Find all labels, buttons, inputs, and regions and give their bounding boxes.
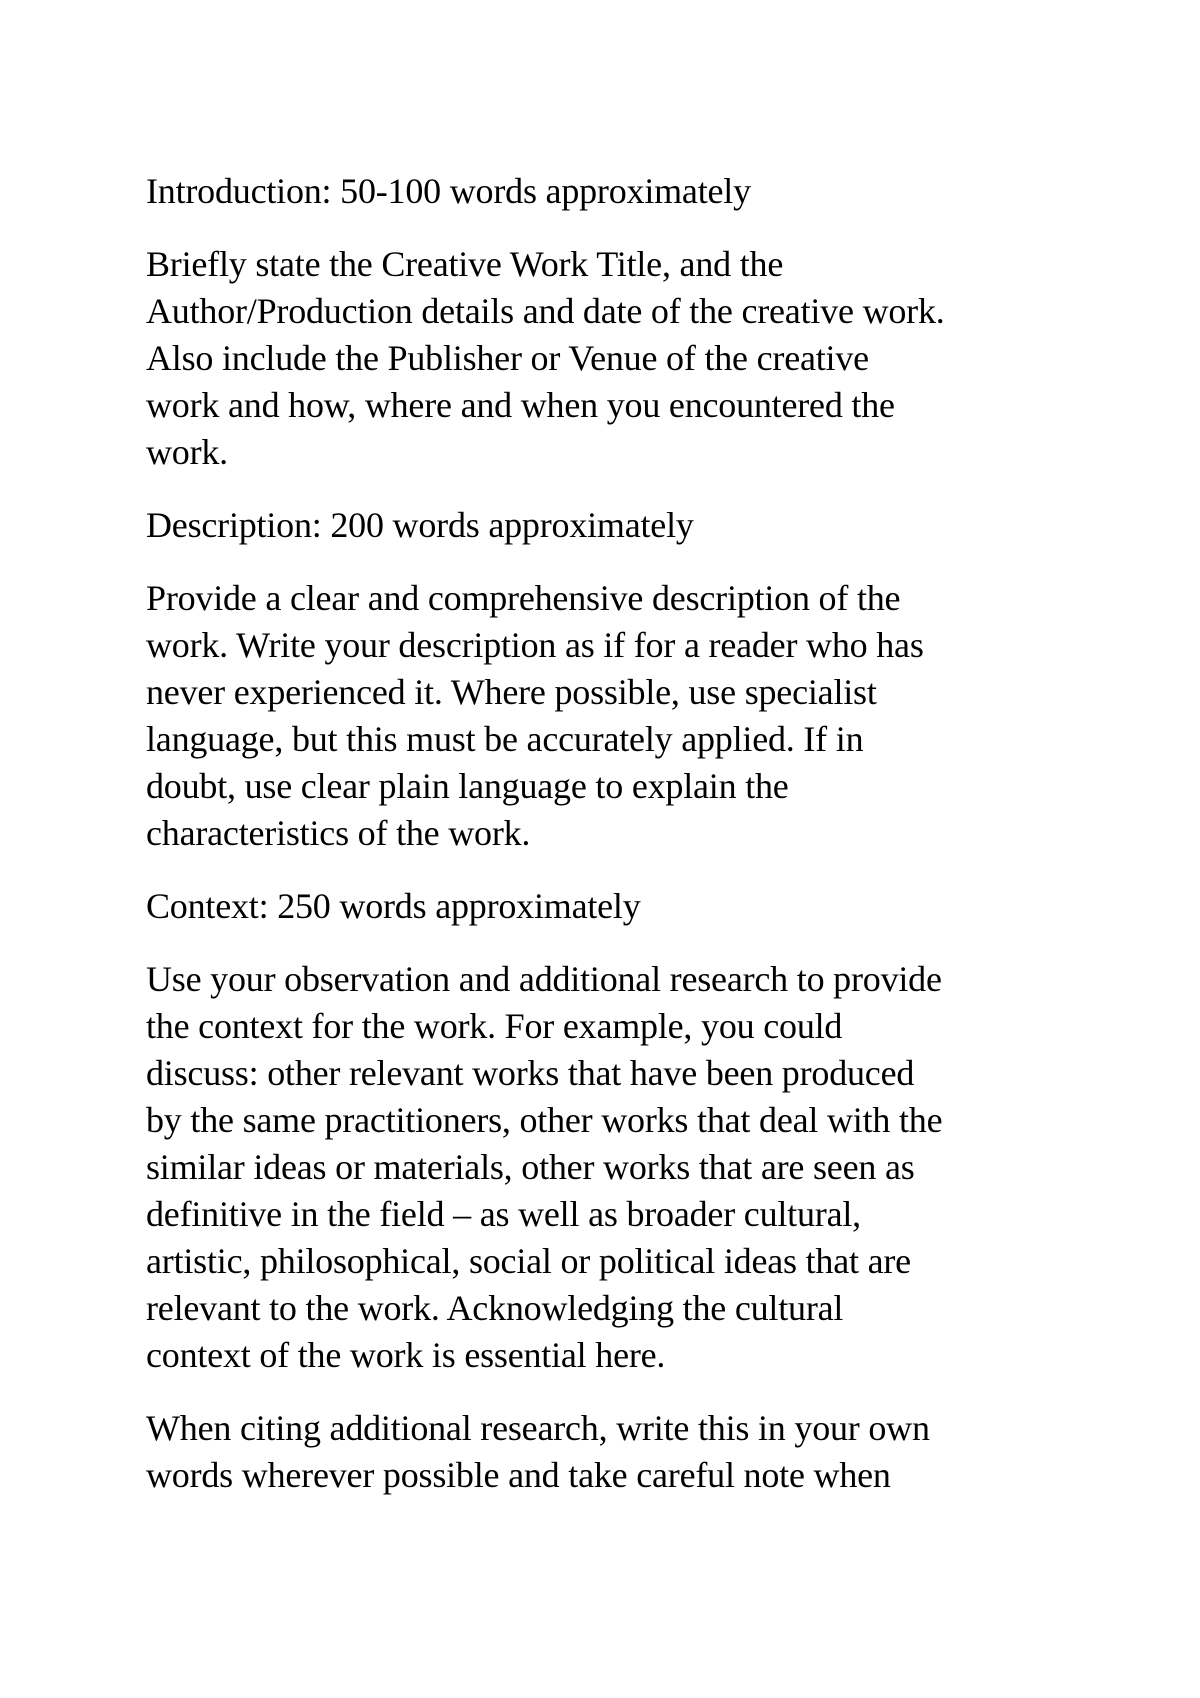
section-heading-context: Context: 250 words approximately — [146, 886, 641, 926]
section-body-context: Use your observation and additional research to provide the context for the work. For example, you could discuss: other relevant works that have been produced by the same practitioners, other works that deal with the similar ideas or materials, other works that are seen as definitive in the field – as well as broader cultural, artistic, philosophical, social or political ideas that are relevant to the work. Acknowledging the cultural context of the work is essential here. — [146, 959, 943, 1375]
section-body-introduction: Briefly state the Creative Work Title, and the Author/Production details and date of the creative work. Also include the Publisher or Venue of the creative work and how, where and when you encountered the work. — [146, 244, 945, 472]
section-heading-description: Description: 200 words approximately — [146, 505, 694, 545]
section-body-description: Provide a clear and comprehensive description of the work. Write your description as if for a reader who has never experienced it. Where possible, use specialist language, but this must be accurately applied. If in doubt, use clear plain language to explain the characteristics of the work. — [146, 578, 924, 853]
section-heading-introduction: Introduction: 50-100 words approximately — [146, 171, 751, 211]
closing-paragraph: When citing additional research, write this in your own words wherever possible and take careful note when — [146, 1408, 930, 1495]
document-body — [146, 168, 1086, 1525]
